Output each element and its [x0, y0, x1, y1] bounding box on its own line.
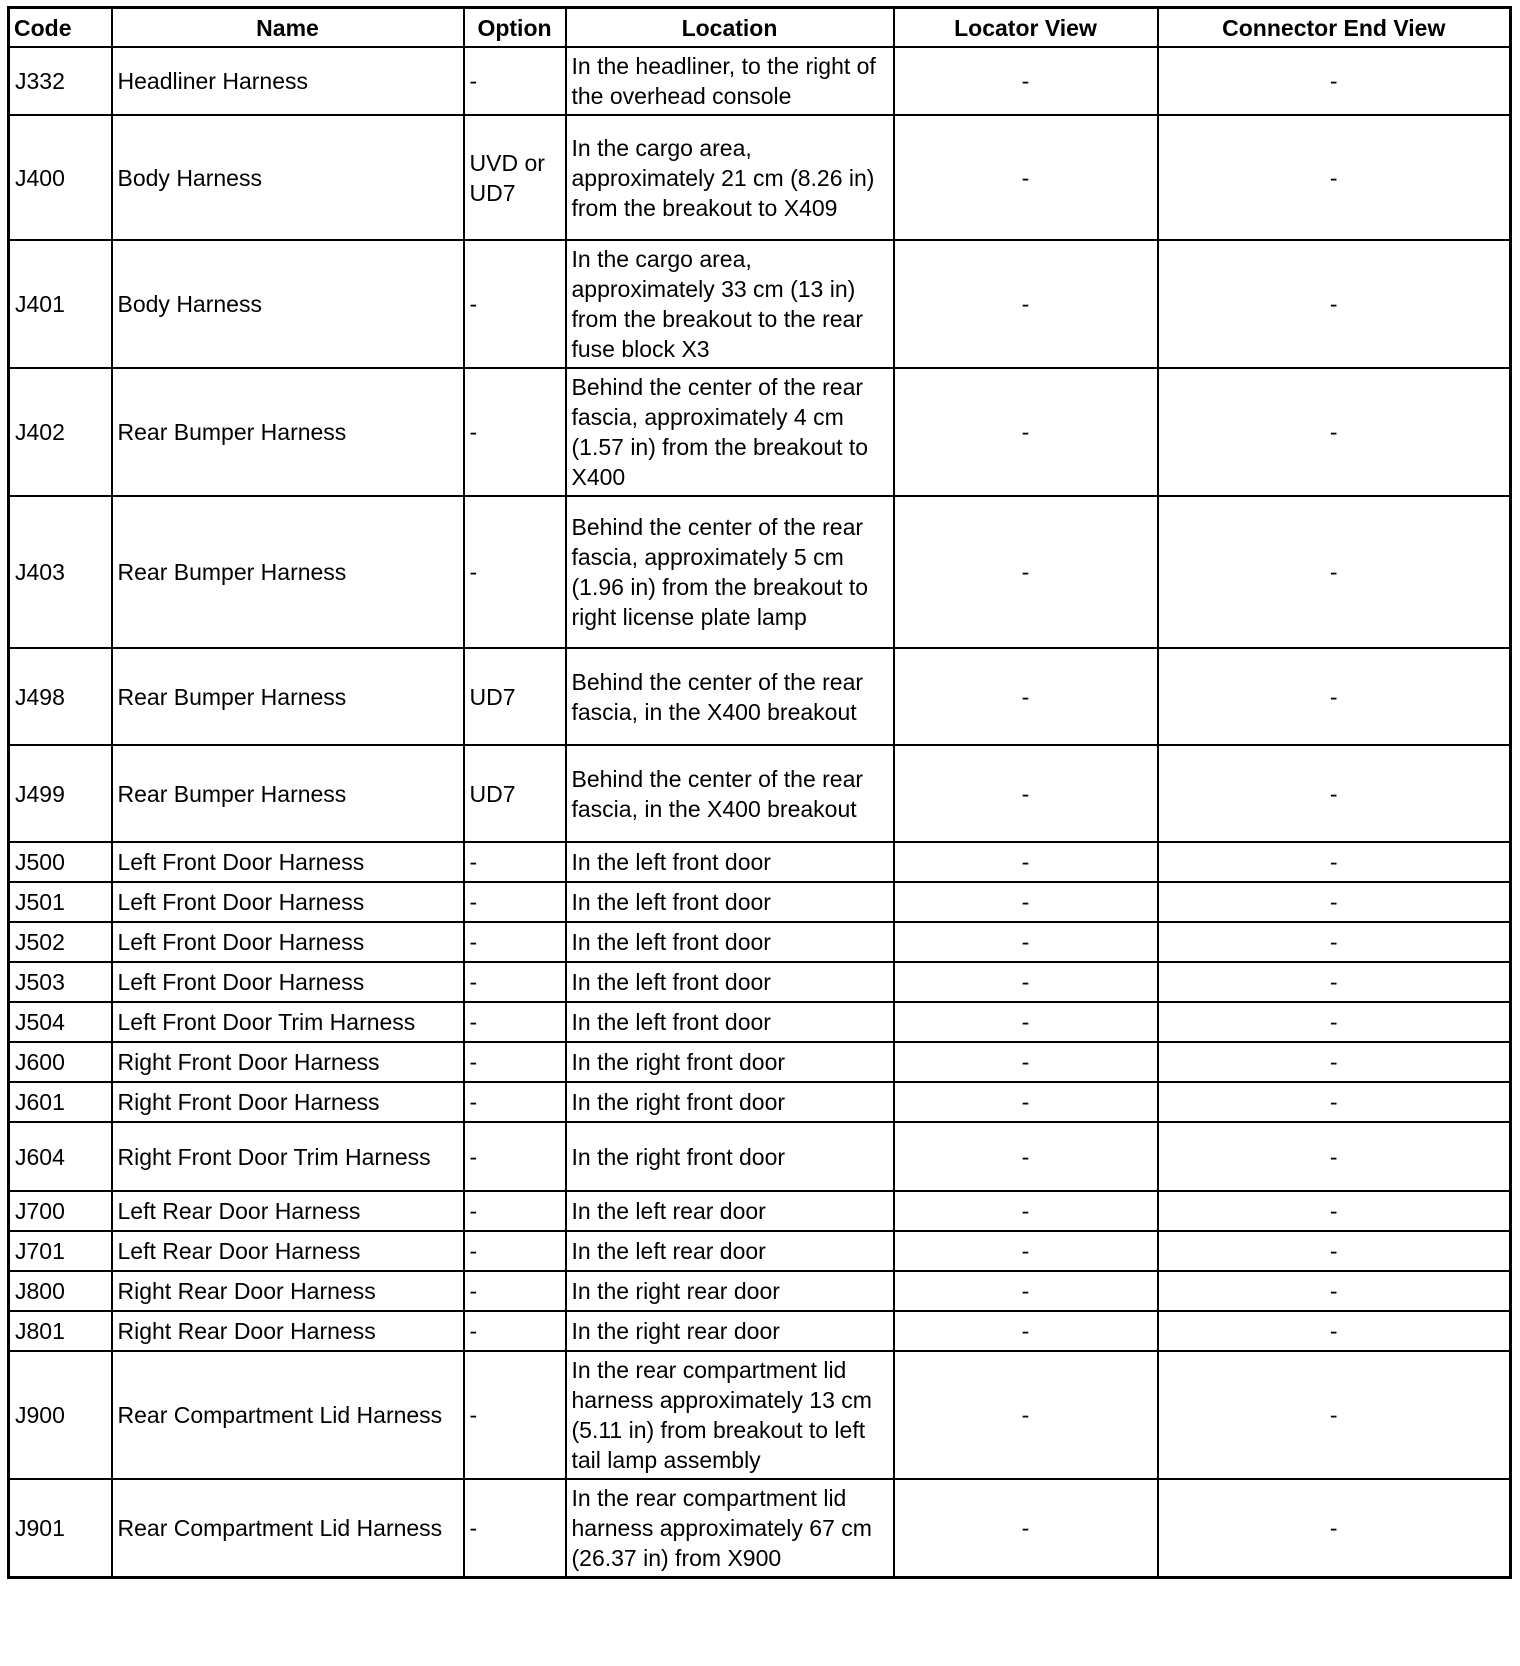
cell-locator-view: - — [894, 1271, 1158, 1311]
table-row — [9, 1351, 1511, 1479]
splice-pack-table — [7, 6, 1512, 1579]
cell-name: Rear Compartment Lid Harness — [112, 1479, 464, 1578]
cell-name: Left Rear Door Harness — [112, 1231, 464, 1271]
cell-option: UD7 — [464, 745, 566, 842]
table-row — [9, 47, 1511, 115]
cell-code: J901 — [9, 1479, 112, 1578]
cell-name: Rear Bumper Harness — [112, 368, 464, 496]
cell-locator-view: - — [894, 1311, 1158, 1351]
cell-location: In the left front door — [566, 962, 894, 1002]
table-row — [9, 1122, 1511, 1191]
header-name: Name — [112, 8, 464, 48]
cell-locator-view: - — [894, 962, 1158, 1002]
table-row — [9, 1191, 1511, 1231]
cell-name: Rear Bumper Harness — [112, 496, 464, 648]
cell-location: In the right rear door — [566, 1271, 894, 1311]
cell-locator-view: - — [894, 882, 1158, 922]
cell-option: - — [464, 496, 566, 648]
cell-location: In the rear compartment lid harness approximately 67 cm (26.37 in) from X900 — [566, 1479, 894, 1578]
cell-location: In the right front door — [566, 1122, 894, 1191]
cell-code: J501 — [9, 882, 112, 922]
cell-connector-end-view: - — [1158, 1002, 1511, 1042]
cell-name: Right Rear Door Harness — [112, 1311, 464, 1351]
cell-option: UD7 — [464, 648, 566, 745]
cell-name: Body Harness — [112, 115, 464, 240]
table-row — [9, 1042, 1511, 1082]
cell-name: Left Front Door Harness — [112, 882, 464, 922]
cell-locator-view: - — [894, 240, 1158, 368]
cell-location: Behind the center of the rear fascia, in the X400 breakout — [566, 745, 894, 842]
cell-code: J601 — [9, 1082, 112, 1122]
cell-name: Left Front Door Harness — [112, 842, 464, 882]
cell-option: - — [464, 1479, 566, 1578]
cell-code: J800 — [9, 1271, 112, 1311]
cell-location: In the left front door — [566, 1002, 894, 1042]
cell-connector-end-view: - — [1158, 842, 1511, 882]
cell-code: J503 — [9, 962, 112, 1002]
cell-connector-end-view: - — [1158, 368, 1511, 496]
table-row — [9, 842, 1511, 882]
cell-location: In the right rear door — [566, 1311, 894, 1351]
cell-code: J500 — [9, 842, 112, 882]
cell-code: J701 — [9, 1231, 112, 1271]
cell-option: - — [464, 842, 566, 882]
cell-code: J801 — [9, 1311, 112, 1351]
header-locator-view: Locator View — [894, 8, 1158, 48]
cell-option: - — [464, 1191, 566, 1231]
cell-code: J600 — [9, 1042, 112, 1082]
cell-locator-view: - — [894, 842, 1158, 882]
cell-code: J402 — [9, 368, 112, 496]
cell-connector-end-view: - — [1158, 745, 1511, 842]
cell-code: J504 — [9, 1002, 112, 1042]
cell-location: In the left front door — [566, 842, 894, 882]
cell-connector-end-view: - — [1158, 1351, 1511, 1479]
cell-locator-view: - — [894, 368, 1158, 496]
table-row — [9, 882, 1511, 922]
cell-connector-end-view: - — [1158, 1122, 1511, 1191]
table-row — [9, 496, 1511, 648]
cell-locator-view: - — [894, 1082, 1158, 1122]
cell-name: Right Rear Door Harness — [112, 1271, 464, 1311]
cell-option: - — [464, 1231, 566, 1271]
cell-connector-end-view: - — [1158, 1042, 1511, 1082]
cell-name: Body Harness — [112, 240, 464, 368]
cell-option: - — [464, 1122, 566, 1191]
cell-option: - — [464, 1042, 566, 1082]
cell-option: - — [464, 922, 566, 962]
cell-location: In the left front door — [566, 882, 894, 922]
header-connector-end-view: Connector End View — [1158, 8, 1511, 48]
header-code: Code — [9, 8, 112, 48]
cell-code: J403 — [9, 496, 112, 648]
cell-connector-end-view: - — [1158, 962, 1511, 1002]
cell-location: In the left rear door — [566, 1231, 894, 1271]
cell-code: J700 — [9, 1191, 112, 1231]
cell-code: J332 — [9, 47, 112, 115]
cell-locator-view: - — [894, 1231, 1158, 1271]
cell-location: In the rear compartment lid harness approximately 13 cm (5.11 in) from breakout to left tail lamp assembly — [566, 1351, 894, 1479]
cell-option: - — [464, 47, 566, 115]
cell-code: J604 — [9, 1122, 112, 1191]
cell-locator-view: - — [894, 1122, 1158, 1191]
table-row — [9, 1231, 1511, 1271]
cell-code: J400 — [9, 115, 112, 240]
cell-location: In the right front door — [566, 1042, 894, 1082]
header-row — [9, 8, 1511, 48]
cell-connector-end-view: - — [1158, 1271, 1511, 1311]
cell-location: In the right front door — [566, 1082, 894, 1122]
cell-name: Right Front Door Harness — [112, 1082, 464, 1122]
table-row — [9, 922, 1511, 962]
cell-location: Behind the center of the rear fascia, approximately 4 cm (1.57 in) from the breakout to X400 — [566, 368, 894, 496]
cell-code: J401 — [9, 240, 112, 368]
cell-connector-end-view: - — [1158, 648, 1511, 745]
cell-code: J900 — [9, 1351, 112, 1479]
table-row — [9, 115, 1511, 240]
cell-name: Headliner Harness — [112, 47, 464, 115]
cell-location: In the left rear door — [566, 1191, 894, 1231]
header-location: Location — [566, 8, 894, 48]
cell-code: J498 — [9, 648, 112, 745]
table-row — [9, 745, 1511, 842]
cell-option: - — [464, 1311, 566, 1351]
cell-location: In the cargo area, approximately 21 cm (8.26 in) from the breakout to X409 — [566, 115, 894, 240]
cell-locator-view: - — [894, 922, 1158, 962]
cell-connector-end-view: - — [1158, 1231, 1511, 1271]
table-row — [9, 648, 1511, 745]
cell-option: - — [464, 240, 566, 368]
cell-location: In the left front door — [566, 922, 894, 962]
cell-location: In the headliner, to the right of the overhead console — [566, 47, 894, 115]
cell-locator-view: - — [894, 1002, 1158, 1042]
cell-location: Behind the center of the rear fascia, in the X400 breakout — [566, 648, 894, 745]
cell-name: Rear Bumper Harness — [112, 648, 464, 745]
cell-locator-view: - — [894, 1351, 1158, 1479]
cell-locator-view: - — [894, 115, 1158, 240]
cell-option: - — [464, 962, 566, 1002]
cell-connector-end-view: - — [1158, 240, 1511, 368]
cell-location: In the cargo area, approximately 33 cm (13 in) from the breakout to the rear fuse block X3 — [566, 240, 894, 368]
cell-option: - — [464, 1002, 566, 1042]
cell-location: Behind the center of the rear fascia, approximately 5 cm (1.96 in) from the breakout to right license plate lamp — [566, 496, 894, 648]
cell-connector-end-view: - — [1158, 1479, 1511, 1578]
cell-option: - — [464, 368, 566, 496]
table-row — [9, 240, 1511, 368]
cell-locator-view: - — [894, 47, 1158, 115]
cell-name: Left Front Door Harness — [112, 962, 464, 1002]
header-option: Option — [464, 8, 566, 48]
cell-name: Right Front Door Harness — [112, 1042, 464, 1082]
table-row — [9, 962, 1511, 1002]
cell-option: - — [464, 1082, 566, 1122]
cell-locator-view: - — [894, 745, 1158, 842]
cell-option: - — [464, 1271, 566, 1311]
cell-locator-view: - — [894, 1042, 1158, 1082]
cell-connector-end-view: - — [1158, 47, 1511, 115]
table-row — [9, 1002, 1511, 1042]
cell-connector-end-view: - — [1158, 922, 1511, 962]
cell-name: Rear Bumper Harness — [112, 745, 464, 842]
cell-option: - — [464, 1351, 566, 1479]
cell-option: UVD or UD7 — [464, 115, 566, 240]
cell-connector-end-view: - — [1158, 882, 1511, 922]
cell-locator-view: - — [894, 1479, 1158, 1578]
table-row — [9, 368, 1511, 496]
cell-name: Left Front Door Harness — [112, 922, 464, 962]
cell-name: Right Front Door Trim Harness — [112, 1122, 464, 1191]
cell-code: J499 — [9, 745, 112, 842]
table-row — [9, 1271, 1511, 1311]
table-row — [9, 1479, 1511, 1578]
table-row — [9, 1082, 1511, 1122]
cell-connector-end-view: - — [1158, 1191, 1511, 1231]
cell-connector-end-view: - — [1158, 1311, 1511, 1351]
table-row — [9, 1311, 1511, 1351]
cell-name: Rear Compartment Lid Harness — [112, 1351, 464, 1479]
cell-code: J502 — [9, 922, 112, 962]
cell-name: Left Rear Door Harness — [112, 1191, 464, 1231]
cell-name: Left Front Door Trim Harness — [112, 1002, 464, 1042]
cell-option: - — [464, 882, 566, 922]
cell-locator-view: - — [894, 1191, 1158, 1231]
cell-locator-view: - — [894, 496, 1158, 648]
cell-connector-end-view: - — [1158, 1082, 1511, 1122]
cell-connector-end-view: - — [1158, 496, 1511, 648]
cell-connector-end-view: - — [1158, 115, 1511, 240]
cell-locator-view: - — [894, 648, 1158, 745]
